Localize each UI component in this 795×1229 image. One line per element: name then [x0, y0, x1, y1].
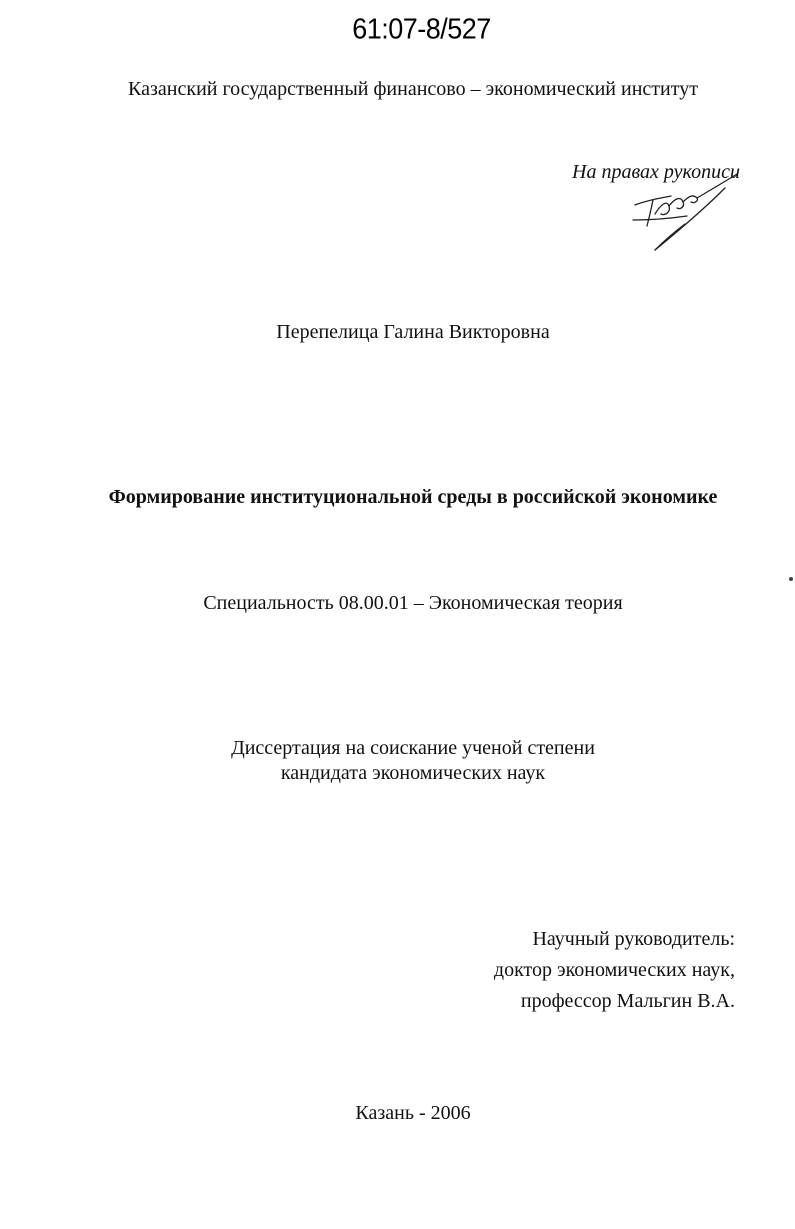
city-year: Казань - 2006: [355, 1102, 471, 1124]
handwritten-signature: [625, 170, 745, 256]
archive-code: 61:07-8/527: [352, 13, 491, 45]
scan-speck: [789, 577, 793, 581]
supervisor-name: профессор Мальгин В.А.: [520, 990, 735, 1012]
specialty-line: Специальность 08.00.01 – Экономическая теория: [203, 592, 623, 614]
institute-name: Казанский государственный финансово – экономический институт: [128, 78, 698, 100]
manuscript-rights-note: На правах рукописи: [572, 161, 740, 183]
supervisor-degree: доктор экономических наук,: [493, 959, 735, 981]
degree-line-1: Диссертация на соискание ученой степени: [231, 737, 595, 759]
author-name: Перепелица Галина Викторовна: [276, 321, 550, 343]
degree-statement: [0, 736, 795, 786]
dissertation-title: Формирование институциональной среды в российской экономике: [108, 486, 718, 508]
supervisor-label: Научный руководитель:: [532, 928, 735, 950]
degree-line-2: кандидата экономических наук: [280, 762, 546, 784]
supervisor-block: [494, 924, 735, 1017]
